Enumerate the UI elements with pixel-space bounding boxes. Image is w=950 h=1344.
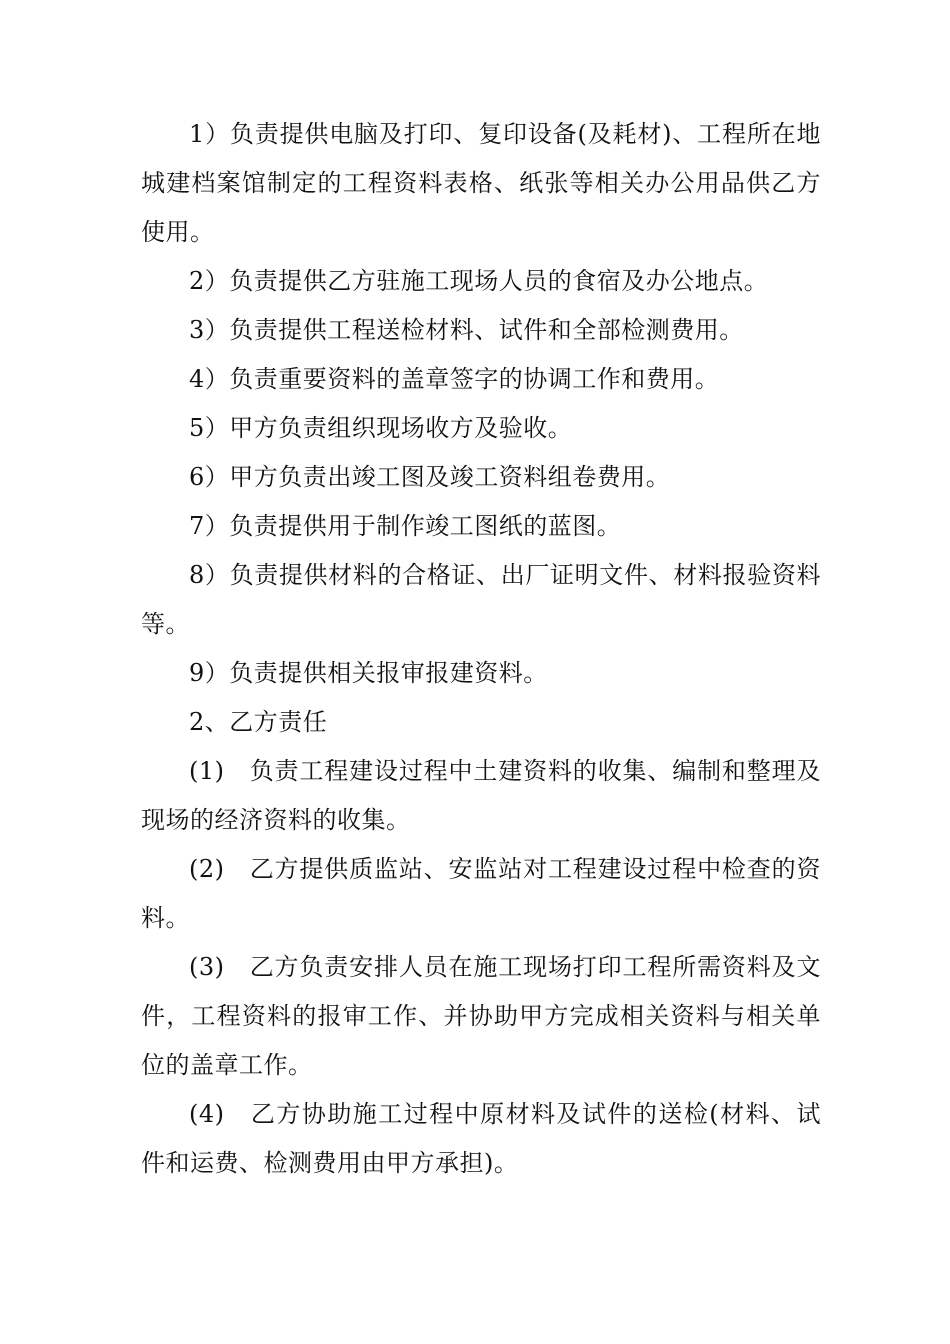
paragraph-item-3: 3）负责提供工程送检材料、试件和全部检测费用。	[189, 316, 744, 344]
paragraph-item-9: 9）负责提供相关报审报建资料。	[189, 659, 548, 687]
paragraph-party-b-3: (3) 乙方负责安排人员在施工现场打印工程所需资料及文件，工程资料的报审工作、并协助甲方完成相关资料与相关单位的盖章工作。	[141, 953, 821, 1079]
paragraph-item-7: 7）负责提供用于制作竣工图纸的蓝图。	[189, 512, 622, 540]
paragraph-item-2: 2）负责提供乙方驻施工现场人员的食宿及办公地点。	[189, 267, 769, 295]
section-heading-party-b: 2、乙方责任	[189, 708, 328, 736]
paragraph-item-1: 1）负责提供电脑及打印、复印设备(及耗材)、工程所在地城建档案馆制定的工程资料表格、纸张等相关办公用品供乙方使用。	[141, 120, 821, 246]
paragraph-party-b-4: (4) 乙方协助施工过程中原材料及试件的送检(材料、试件和运费、检测费用由甲方承担)。	[141, 1100, 821, 1177]
paragraph-item-6: 6）甲方负责出竣工图及竣工资料组卷费用。	[189, 463, 671, 491]
document-body	[141, 110, 821, 1188]
paragraph-item-4: 4）负责重要资料的盖章签字的协调工作和费用。	[189, 365, 720, 393]
paragraph-party-b-2: (2) 乙方提供质监站、安监站对工程建设过程中检查的资料。	[141, 855, 821, 932]
paragraph-item-5: 5）甲方负责组织现场收方及验收。	[189, 414, 573, 442]
paragraph-party-b-1: (1) 负责工程建设过程中土建资料的收集、编制和整理及现场的经济资料的收集。	[141, 757, 821, 834]
paragraph-item-8: 8）负责提供材料的合格证、出厂证明文件、材料报验资料等。	[141, 561, 821, 638]
